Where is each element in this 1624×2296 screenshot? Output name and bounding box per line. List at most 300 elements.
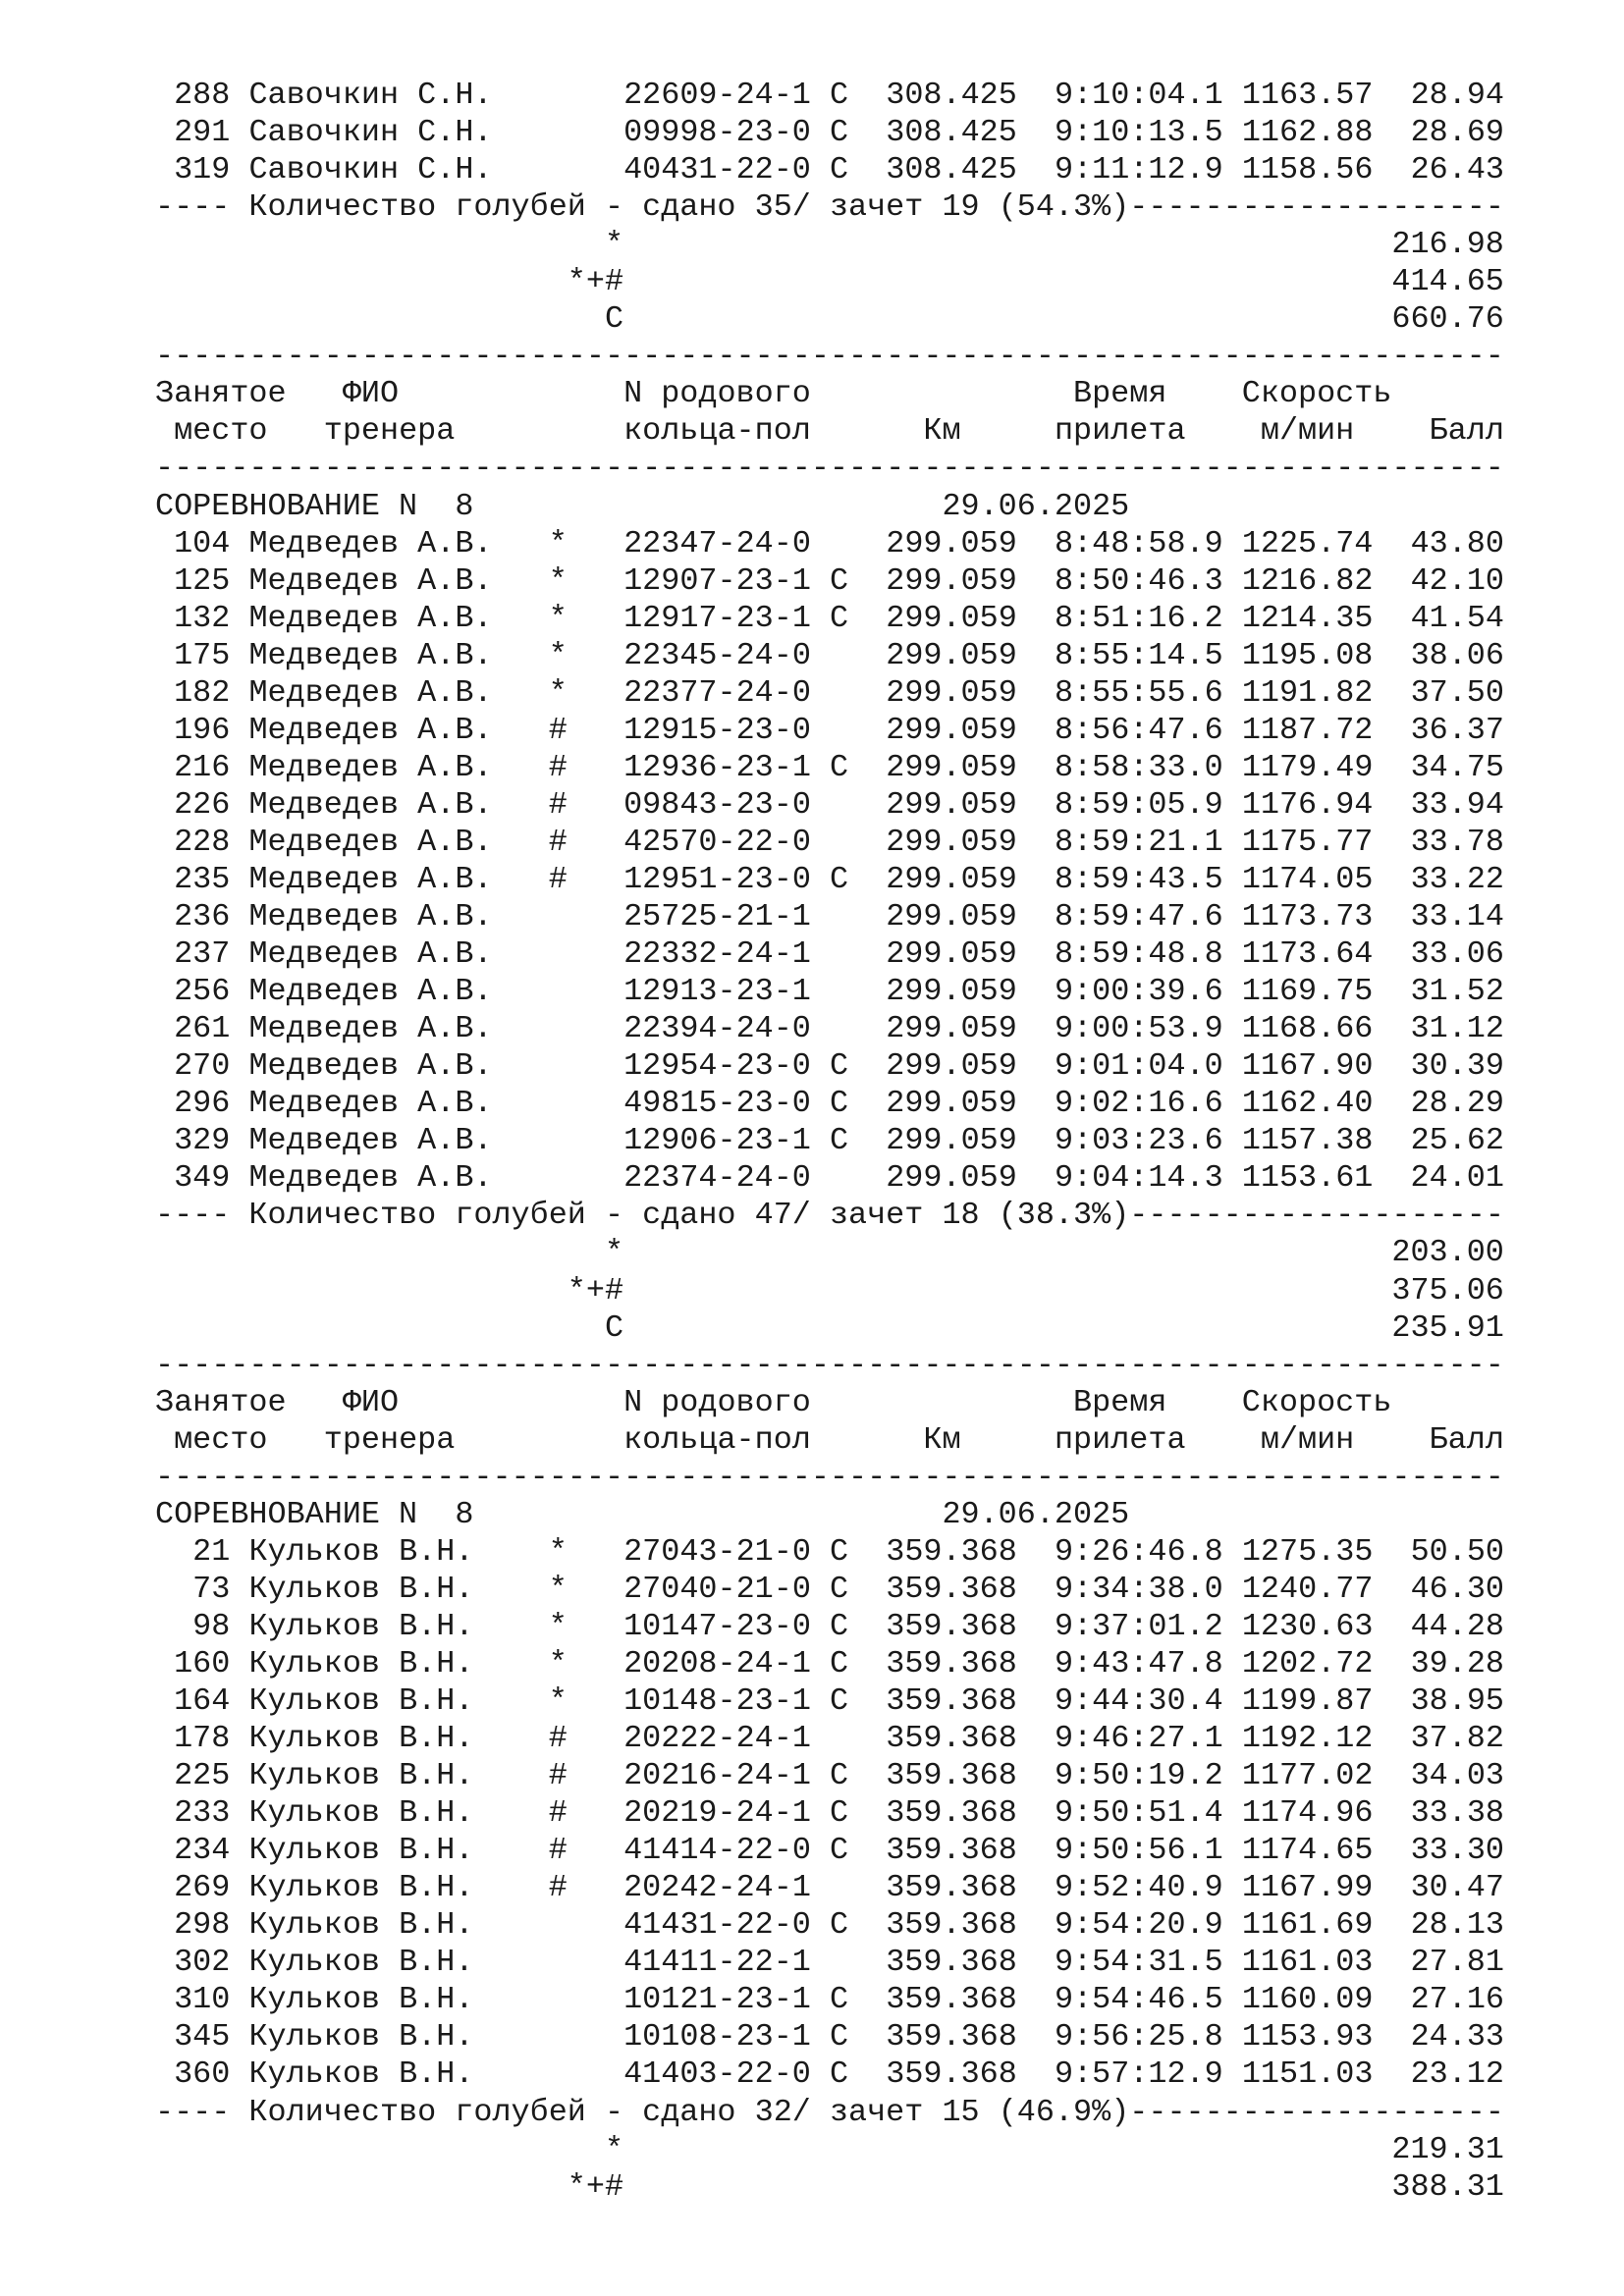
result-points: 37.82: [1410, 1721, 1504, 1757]
summary-sdano: 35: [754, 189, 792, 226]
result-mark: #: [548, 1795, 568, 1832]
result-place: 164: [174, 1683, 231, 1720]
result-name: Кульков В.Н.: [248, 1833, 474, 1869]
result-points: 33.38: [1410, 1795, 1504, 1832]
result-name: Медведев А.В.: [248, 600, 493, 636]
table-row: [155, 151, 1579, 188]
result-time: 9:50:19.2: [1055, 1758, 1223, 1794]
result-points: 36.37: [1410, 712, 1504, 748]
result-place: 310: [174, 1982, 231, 2018]
table-row: [155, 525, 1579, 562]
col-header-points: Балл: [1429, 413, 1504, 450]
result-place: 234: [174, 1833, 231, 1869]
result-speed: 1173.73: [1241, 899, 1374, 935]
table-header-line-2: [155, 412, 1579, 450]
result-speed: 1176.94: [1241, 786, 1374, 823]
col-header-speed: Скорость: [1241, 376, 1392, 412]
result-km: 299.059: [886, 824, 1017, 860]
result-time: 9:54:31.5: [1054, 1945, 1223, 1981]
result-points: 37.50: [1410, 674, 1504, 711]
result-c-flag: С: [830, 1758, 849, 1794]
result-c-flag: С: [829, 152, 849, 188]
table-row: [155, 1720, 1579, 1757]
col-header-ring-2: кольца-пол: [623, 413, 811, 450]
result-speed: 1161.03: [1241, 1945, 1374, 1981]
result-ring: 22394-24-0: [623, 1011, 811, 1047]
result-place: 329: [174, 1123, 231, 1159]
result-time: 8:55:14.5: [1054, 637, 1223, 673]
result-time: 8:56:47.6: [1054, 712, 1223, 748]
result-time: 9:54:46.5: [1055, 1982, 1223, 2018]
result-speed: 1167.99: [1241, 1870, 1374, 1906]
result-ring: 12954-23-0: [623, 1048, 811, 1085]
result-ring: 27043-21-0: [623, 1533, 811, 1570]
table-row: [155, 600, 1579, 637]
result-ring: 22332-24-1: [623, 936, 811, 973]
result-speed: 1157.38: [1241, 1123, 1374, 1159]
separator-rule: ------------------------------------------------------------------------: [155, 451, 1504, 487]
result-speed: 1169.75: [1241, 974, 1374, 1010]
result-name: Кульков В.Н.: [248, 1982, 474, 2018]
result-km: 359.368: [886, 1645, 1017, 1682]
result-mark: *: [548, 525, 568, 561]
result-points: 33.22: [1410, 861, 1504, 897]
result-km: 299.059: [886, 1123, 1017, 1159]
result-name: Кульков В.Н.: [248, 1645, 474, 1682]
result-speed: 1216.82: [1241, 562, 1374, 599]
result-time: 8:59:43.5: [1055, 861, 1223, 897]
result-time: 9:54:20.9: [1055, 1907, 1223, 1944]
result-mark: #: [548, 1721, 568, 1757]
table-row: [155, 1757, 1579, 1794]
result-speed: 1195.08: [1241, 637, 1374, 673]
result-ring: 49815-23-0: [623, 1086, 811, 1122]
result-points: 24.33: [1410, 2019, 1504, 2056]
result-place: 298: [174, 1907, 231, 1944]
result-km: 299.059: [886, 525, 1017, 561]
total-label: С: [604, 1309, 624, 1346]
result-speed: 1179.49: [1241, 749, 1374, 785]
result-km: 359.368: [886, 1907, 1017, 1944]
result-name: Кульков В.Н.: [248, 1870, 474, 1906]
result-time: 9:01:04.0: [1055, 1048, 1223, 1085]
result-ring: 20242-24-1: [623, 1870, 811, 1906]
result-ring: 40431-22-0: [623, 152, 811, 188]
result-mark: *: [548, 600, 568, 636]
result-points: 44.28: [1410, 1608, 1504, 1644]
result-points: 39.28: [1410, 1645, 1504, 1682]
col-header-fio: ФИО: [342, 1384, 400, 1420]
result-km: 299.059: [886, 1011, 1017, 1047]
result-place: 261: [174, 1011, 231, 1047]
result-c-flag: С: [830, 1833, 849, 1869]
section-rule: [155, 1347, 1579, 1384]
result-place: 228: [174, 824, 231, 860]
total-label: С: [604, 301, 624, 338]
result-km: 359.368: [886, 1758, 1017, 1794]
total-label: *+#: [567, 2168, 624, 2205]
result-name: Медведев А.В.: [248, 861, 493, 897]
result-speed: 1174.05: [1241, 861, 1374, 897]
total-line: [155, 1272, 1579, 1309]
result-km: 359.368: [886, 1982, 1017, 2018]
result-mark: *: [548, 674, 568, 711]
result-name: Кульков В.Н.: [248, 1721, 474, 1757]
result-time: 8:59:48.8: [1054, 936, 1223, 973]
total-line: [155, 300, 1579, 338]
result-mark: *: [548, 1608, 568, 1644]
result-speed: 1162.40: [1241, 1086, 1374, 1122]
table-row: [155, 786, 1579, 824]
table-row: [155, 114, 1579, 151]
result-points: 38.06: [1410, 637, 1504, 673]
result-ring: 22374-24-0: [623, 1160, 811, 1197]
result-km: 359.368: [886, 1533, 1017, 1570]
result-time: 9:11:12.9: [1055, 152, 1223, 188]
result-name: Медведев А.В.: [248, 824, 493, 860]
table-row: [155, 674, 1579, 712]
result-place: 237: [174, 936, 231, 973]
separator-rule: ------------------------------------------------------------------------: [155, 339, 1504, 375]
result-speed: 1163.57: [1241, 78, 1374, 113]
result-c-flag: С: [830, 861, 849, 897]
result-points: 34.03: [1410, 1758, 1504, 1794]
result-place: 98: [192, 1608, 231, 1644]
result-name: Савочкин С.Н.: [248, 78, 493, 113]
result-place: 349: [174, 1160, 231, 1197]
total-value: 388.31: [1391, 2168, 1504, 2205]
table-row: [155, 824, 1579, 861]
result-time: 9:02:16.6: [1055, 1086, 1223, 1122]
result-name: Медведев А.В.: [248, 899, 493, 935]
summary-zachet-label: / зачет: [791, 2094, 943, 2130]
result-points: 50.50: [1410, 1533, 1504, 1570]
summary-zachet-label: / зачет: [791, 1198, 943, 1234]
total-value: 203.00: [1391, 1235, 1504, 1271]
total-line: [155, 1234, 1579, 1271]
separator-rule: ------------------------------------------------------------------------: [155, 1459, 1504, 1495]
result-name: Савочкин С.Н.: [248, 152, 493, 188]
result-time: 8:59:05.9: [1054, 786, 1223, 823]
result-time: 8:59:21.1: [1054, 824, 1223, 860]
result-ring: 10147-23-0: [623, 1608, 811, 1644]
result-km: 299.059: [886, 1048, 1017, 1085]
total-line: [155, 1309, 1579, 1347]
result-time: 9:34:38.0: [1055, 1571, 1223, 1607]
col-header-time-2: прилета: [1054, 413, 1186, 450]
result-ring: 12951-23-0: [623, 861, 811, 897]
table-row: [155, 1010, 1579, 1047]
result-c-flag: С: [830, 1795, 849, 1832]
result-time: 9:04:14.3: [1054, 1160, 1223, 1197]
table-row: [155, 749, 1579, 786]
result-mark: #: [548, 1758, 568, 1794]
competition-line: [155, 488, 1579, 525]
result-km: 299.059: [886, 562, 1017, 599]
total-line: [155, 263, 1579, 300]
result-c-flag: С: [830, 1683, 849, 1720]
result-speed: 1168.66: [1241, 1011, 1374, 1047]
result-ring: 41411-22-1: [623, 1945, 811, 1981]
result-points: 26.43: [1410, 152, 1504, 188]
result-time: 8:55:55.6: [1054, 674, 1223, 711]
total-line: [155, 2168, 1579, 2206]
result-points: 41.54: [1410, 600, 1504, 636]
total-value: 660.76: [1391, 301, 1504, 338]
result-speed: 1174.65: [1241, 1833, 1374, 1869]
result-ring: 10121-23-1: [623, 1982, 811, 2018]
result-place: 178: [174, 1721, 231, 1757]
col-header-speed-2: м/мин: [1260, 1421, 1355, 1458]
result-speed: 1161.69: [1241, 1907, 1374, 1944]
result-place: 236: [174, 899, 231, 935]
result-c-flag: С: [829, 78, 849, 113]
result-time: 8:51:16.2: [1055, 600, 1223, 636]
result-place: 125: [174, 562, 231, 599]
result-time: 9:10:04.1: [1055, 78, 1223, 113]
total-value: 414.65: [1391, 264, 1504, 300]
result-time: 9:43:47.8: [1055, 1645, 1223, 1682]
result-points: 30.39: [1410, 1048, 1504, 1085]
result-km: 299.059: [886, 786, 1017, 823]
table-row: [155, 562, 1579, 600]
result-km: 299.059: [886, 936, 1017, 973]
table-row: [155, 1085, 1579, 1122]
result-km: 359.368: [886, 1608, 1017, 1644]
result-points: 34.75: [1410, 749, 1504, 785]
result-place: 269: [174, 1870, 231, 1906]
col-header-place: Занятое: [155, 1384, 287, 1420]
summary-sdano: 32: [754, 2094, 792, 2130]
summary-paren: (: [979, 189, 1017, 226]
result-c-flag: С: [829, 1907, 849, 1944]
col-header-km: Км: [923, 1421, 961, 1458]
total-value: 375.06: [1391, 1272, 1504, 1308]
total-label: *+#: [567, 264, 624, 300]
result-points: 33.14: [1410, 899, 1504, 935]
col-header-fio-2: тренера: [323, 413, 456, 450]
result-speed: 1151.03: [1241, 2056, 1374, 2093]
result-c-flag: С: [830, 749, 849, 785]
summary-paren: (: [979, 1198, 1017, 1234]
result-ring: 12917-23-1: [623, 600, 811, 636]
result-name: Медведев А.В.: [248, 637, 493, 673]
result-points: 38.95: [1410, 1683, 1504, 1720]
result-points: 33.78: [1410, 824, 1504, 860]
result-ring: 25725-21-1: [623, 899, 811, 935]
result-place: 288: [174, 78, 231, 113]
result-mark: #: [548, 824, 568, 860]
result-place: 104: [174, 525, 231, 561]
header-rule: [155, 1459, 1579, 1496]
result-ring: 41403-22-0: [623, 2056, 811, 2093]
summary-prefix: ---- Количество голубей - сдано: [155, 2094, 755, 2130]
result-km: 308.425: [886, 78, 1017, 113]
result-c-flag: С: [829, 1048, 849, 1085]
competition-number: 8: [455, 1496, 474, 1532]
result-km: 359.368: [886, 1721, 1017, 1757]
result-points: 24.01: [1410, 1160, 1504, 1197]
result-name: Медведев А.В.: [248, 1086, 493, 1122]
summary-line: [155, 1197, 1579, 1234]
result-km: 359.368: [886, 2056, 1017, 2093]
table-row: [155, 1608, 1579, 1645]
result-km: 359.368: [886, 1683, 1017, 1720]
result-time: 9:52:40.9: [1054, 1870, 1223, 1906]
result-points: 31.12: [1410, 1011, 1504, 1047]
result-km: 299.059: [886, 674, 1017, 711]
result-km: 299.059: [886, 899, 1017, 935]
result-points: 27.81: [1410, 1945, 1504, 1981]
result-time: 9:50:51.4: [1055, 1795, 1223, 1832]
result-name: Кульков В.Н.: [248, 1683, 474, 1720]
total-label: *+#: [567, 1272, 624, 1308]
result-name: Кульков В.Н.: [248, 1795, 474, 1832]
result-points: 30.47: [1410, 1870, 1504, 1906]
result-place: 360: [174, 2056, 231, 2093]
summary-fill-rule: --------------------: [1129, 2094, 1504, 2130]
table-row: [155, 973, 1579, 1010]
result-ring: 20216-24-1: [623, 1758, 811, 1794]
result-km: 359.368: [886, 2019, 1017, 2056]
result-mark: #: [548, 1870, 568, 1906]
result-points: 46.30: [1410, 1571, 1504, 1607]
col-header-time: Время: [1073, 376, 1167, 412]
competition-label: СОРЕВНОВАНИЕ N: [155, 488, 418, 524]
table-header-line-1: [155, 1384, 1579, 1421]
col-header-speed-2: м/мин: [1260, 413, 1355, 450]
result-speed: 1174.96: [1241, 1795, 1374, 1832]
table-row: [155, 1794, 1579, 1832]
result-points: 28.13: [1410, 1907, 1504, 1944]
result-name: Кульков В.Н.: [248, 1945, 474, 1981]
result-km: 299.059: [886, 1160, 1017, 1197]
result-time: 9:37:01.2: [1055, 1608, 1223, 1644]
result-speed: 1225.74: [1241, 525, 1374, 561]
result-mark: *: [548, 562, 568, 599]
result-speed: 1214.35: [1241, 600, 1374, 636]
result-place: 73: [192, 1571, 231, 1607]
result-mark: #: [548, 712, 568, 748]
table-row: [155, 861, 1579, 898]
total-line: [155, 2131, 1579, 2168]
result-time: 9:26:46.8: [1055, 1533, 1223, 1570]
result-ring: 20219-24-1: [623, 1795, 811, 1832]
result-place: 345: [174, 2019, 231, 2056]
summary-percent: 38.3: [1016, 1198, 1093, 1234]
result-mark: *: [548, 1683, 568, 1720]
result-points: 28.94: [1410, 78, 1504, 113]
section-rule: [155, 338, 1579, 375]
result-ring: 20222-24-1: [623, 1721, 811, 1757]
total-label: *: [604, 2131, 624, 2167]
result-name: Кульков В.Н.: [248, 1571, 474, 1607]
result-ring: 09998-23-0: [623, 115, 811, 151]
result-name: Савочкин С.Н.: [248, 115, 493, 151]
result-place: 21: [192, 1533, 231, 1570]
result-ring: 20208-24-1: [623, 1645, 811, 1682]
col-header-ring-2: кольца-пол: [623, 1421, 811, 1458]
result-speed: 1158.56: [1241, 152, 1374, 188]
summary-prefix: ---- Количество голубей - сдано: [155, 189, 755, 226]
table-row: [155, 1944, 1579, 1981]
table-row: [155, 1906, 1579, 1944]
result-km: 359.368: [886, 1833, 1017, 1869]
table-row: [155, 898, 1579, 935]
result-points: 27.16: [1410, 1982, 1504, 2018]
results-printout: [155, 77, 1579, 2206]
result-speed: 1240.77: [1241, 1571, 1374, 1607]
result-speed: 1173.64: [1241, 936, 1374, 973]
result-place: 270: [174, 1048, 231, 1085]
table-row: [155, 1122, 1579, 1159]
result-name: Медведев А.В.: [248, 936, 493, 973]
summary-fill-rule: --------------------: [1129, 1198, 1504, 1234]
result-speed: 1167.90: [1241, 1048, 1374, 1085]
result-km: 299.059: [886, 600, 1017, 636]
result-c-flag: С: [830, 1571, 849, 1607]
result-c-flag: С: [829, 1982, 849, 2018]
result-km: 359.368: [886, 1795, 1017, 1832]
result-name: Кульков В.Н.: [248, 2019, 474, 2056]
table-row: [155, 935, 1579, 973]
result-ring: 12906-23-1: [623, 1123, 811, 1159]
result-ring: 22609-24-1: [623, 78, 811, 113]
result-c-flag: С: [830, 1645, 849, 1682]
result-name: Медведев А.В.: [248, 562, 493, 599]
table-row: [155, 712, 1579, 749]
result-points: 33.06: [1410, 936, 1504, 973]
result-points: 28.69: [1410, 115, 1504, 151]
result-mark: #: [548, 861, 568, 897]
total-label: *: [604, 227, 624, 263]
result-ring: 12915-23-0: [623, 712, 811, 748]
total-label: *: [604, 1235, 624, 1271]
result-place: 225: [174, 1758, 231, 1794]
summary-zachet: 18: [942, 1198, 980, 1234]
result-points: 33.94: [1410, 786, 1504, 823]
result-ring: 41414-22-0: [623, 1833, 811, 1869]
table-row: [155, 2056, 1579, 2093]
result-ring: 12907-23-1: [623, 562, 811, 599]
summary-zachet: 15: [942, 2094, 980, 2130]
summary-sdano: 47: [754, 1198, 792, 1234]
result-time: 9:03:23.6: [1055, 1123, 1223, 1159]
result-name: Медведев А.В.: [248, 712, 493, 748]
result-time: 9:57:12.9: [1055, 2056, 1223, 2093]
competition-label: СОРЕВНОВАНИЕ N: [155, 1496, 418, 1532]
result-c-flag: С: [830, 1533, 849, 1570]
result-time: 9:00:53.9: [1054, 1011, 1223, 1047]
result-place: 216: [174, 749, 231, 785]
result-km: 299.059: [886, 861, 1017, 897]
separator-rule: ------------------------------------------------------------------------: [155, 1347, 1504, 1383]
result-place: 256: [174, 974, 231, 1010]
result-time: 8:50:46.3: [1055, 562, 1223, 599]
col-header-points: Балл: [1429, 1421, 1504, 1458]
result-points: 25.62: [1410, 1123, 1504, 1159]
result-time: 9:00:39.6: [1054, 974, 1223, 1010]
result-time: 8:59:47.6: [1054, 899, 1223, 935]
result-time: 9:46:27.1: [1054, 1721, 1223, 1757]
competition-line: [155, 1496, 1579, 1533]
total-value: 235.91: [1391, 1309, 1504, 1346]
result-speed: 1187.72: [1241, 712, 1374, 748]
result-speed: 1199.87: [1241, 1683, 1374, 1720]
result-place: 175: [174, 637, 231, 673]
table-row: [155, 1533, 1579, 1571]
summary-suffix: %): [1092, 2094, 1130, 2130]
